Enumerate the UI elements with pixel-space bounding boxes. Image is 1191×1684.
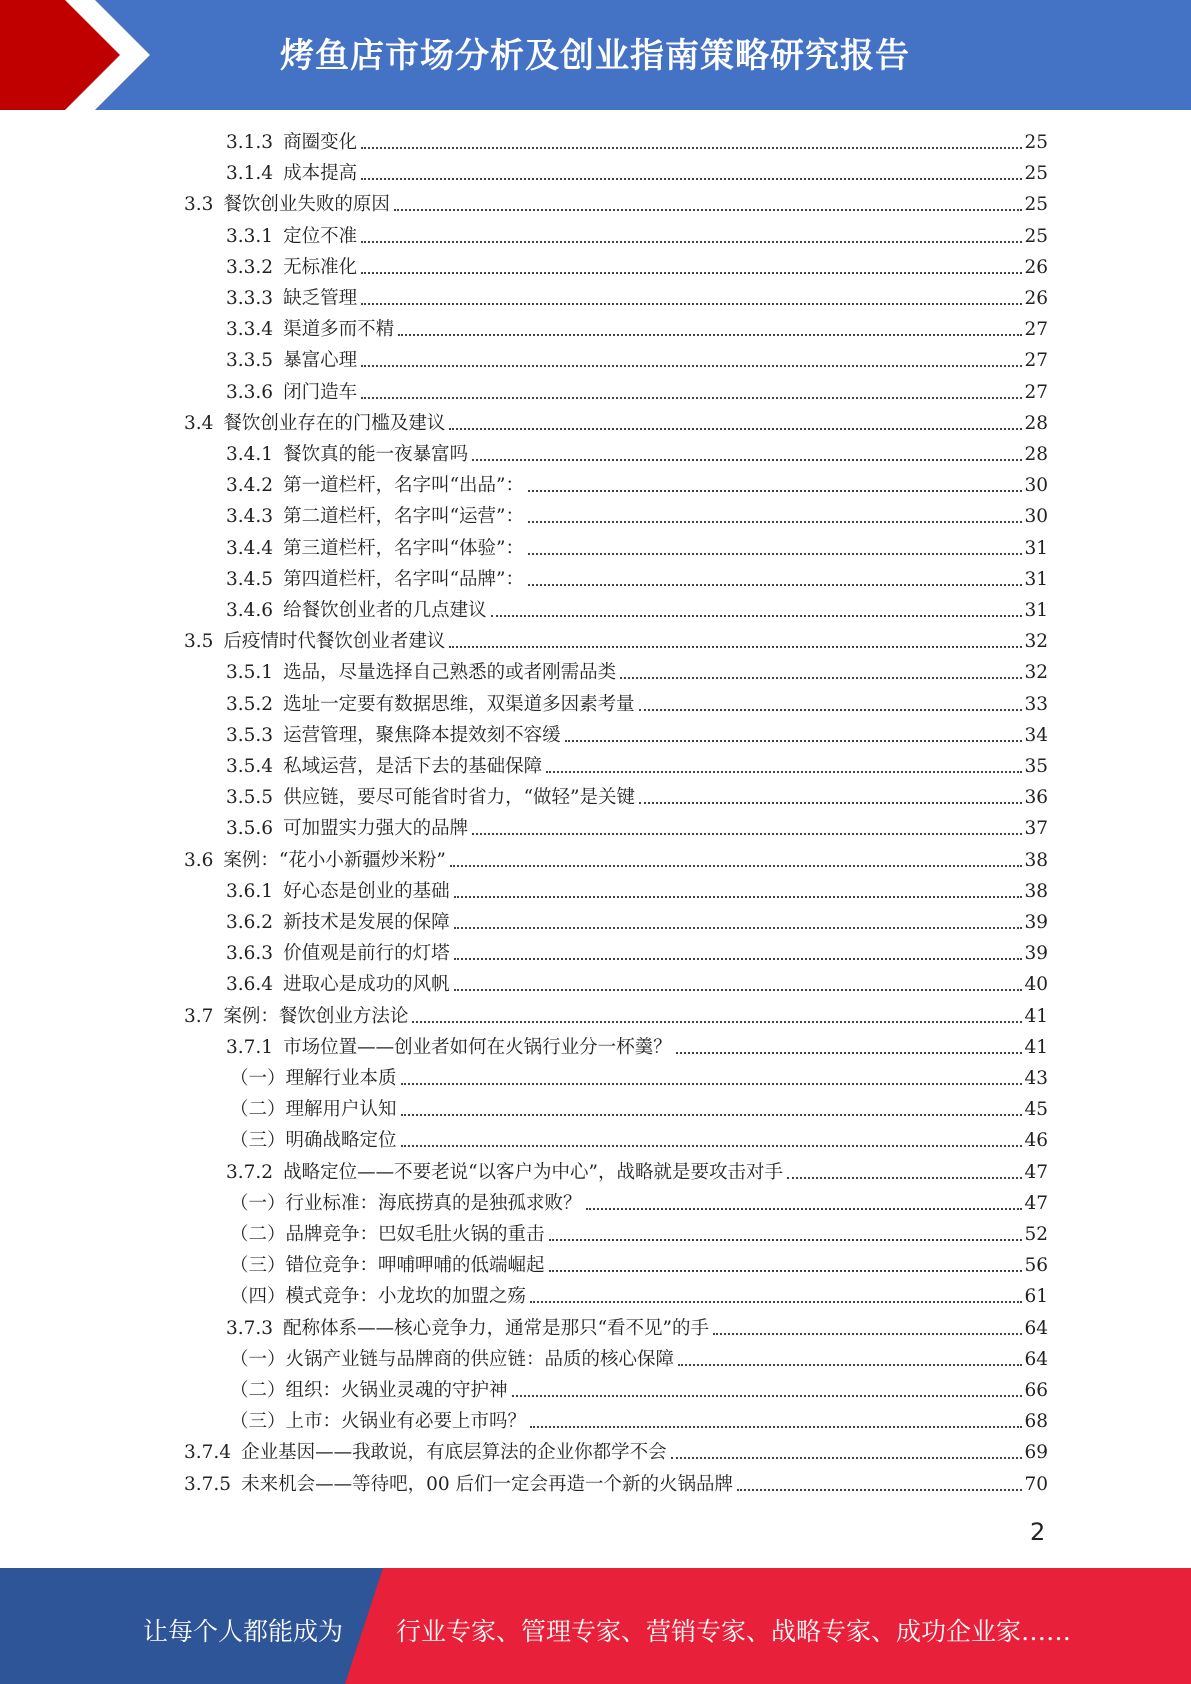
toc-dot-leader: [787, 1177, 1022, 1179]
toc-entry-number: 3.6.3: [226, 943, 274, 965]
toc-dot-leader: [398, 334, 1022, 336]
toc-dot-leader: [472, 833, 1022, 835]
toc-dot-leader: [678, 1364, 1022, 1366]
toc-entry[interactable]: [226, 656, 1048, 684]
toc-entry-number: 3.3.3: [226, 288, 274, 309]
toc-entry-number: 3.3.4: [226, 319, 274, 341]
toc-entry-number: 3.5.3: [226, 724, 274, 746]
toc-entry-title: 价值观是前行的灯塔: [283, 943, 450, 965]
toc-entry[interactable]: [184, 1468, 1048, 1496]
toc-entry[interactable]: [226, 812, 1048, 840]
toc-entry-title: 新技术是发展的保障: [283, 912, 450, 933]
page-number: 2: [1030, 1518, 1046, 1546]
toc-entry-page: 38: [1024, 880, 1048, 902]
toc-dot-leader: [530, 1426, 1022, 1428]
toc-entry[interactable]: [226, 719, 1048, 747]
toc-entry[interactable]: [226, 532, 1048, 560]
toc-dot-leader: [530, 1301, 1022, 1303]
toc-entry-number: 3.7: [184, 1005, 214, 1027]
toc-entry[interactable]: [226, 781, 1048, 809]
toc-entry-title: 餐饮真的能一夜暴富吗: [283, 444, 469, 465]
toc-dot-leader: [546, 771, 1022, 773]
toc-entry-page: 33: [1024, 693, 1048, 715]
toc-entry-page: 34: [1024, 724, 1048, 746]
toc-dot-leader: [639, 802, 1022, 804]
document-title: 烤鱼店市场分析及创业指南策略研究报告: [280, 36, 910, 76]
toc-entry-page: 70: [1024, 1473, 1048, 1495]
toc-entry-title: 无标准化: [283, 256, 358, 278]
toc-entry-number: 3.4.5: [226, 568, 274, 590]
toc-entry[interactable]: [226, 688, 1048, 716]
toc-entry-title: 私域运营，是活下去的基础保障: [283, 756, 543, 777]
toc-dot-leader: [361, 303, 1022, 305]
toc-entry-page: 35: [1024, 756, 1048, 777]
toc-entry-number: 3.4: [184, 412, 214, 434]
toc-dot-leader: [361, 397, 1022, 399]
toc-entry-page: 25: [1024, 132, 1048, 153]
toc-entry-title: 企业基因——我敢说，有底层算法的企业你都学不会: [241, 1442, 667, 1464]
toc-dot-leader: [676, 1052, 1023, 1054]
toc-dot-leader: [454, 958, 1023, 960]
toc-entry[interactable]: [226, 937, 1048, 965]
toc-entry-title: 进取心是成功的风帆: [283, 974, 450, 996]
toc-entry[interactable]: [184, 844, 1048, 872]
toc-entry-title: 商圈变化: [283, 132, 358, 153]
toc-entry-page: 68: [1024, 1411, 1048, 1433]
toc-entry-page: 31: [1024, 600, 1048, 621]
toc-entry[interactable]: [184, 625, 1048, 653]
toc-entry[interactable]: [226, 220, 1048, 248]
toc-entry-number: 3.5.4: [226, 756, 274, 777]
toc-dot-leader: [394, 209, 1023, 211]
toc-entry-title: （四）模式竞争：小龙坎的加盟之殇: [230, 1286, 527, 1308]
toc-entry-title: 渠道多而不精: [283, 319, 395, 341]
toc-entry-number: 3.4.3: [226, 506, 274, 528]
toc-entry-title: 餐饮创业存在的门槛及建议: [223, 412, 446, 434]
toc-entry-page: 41: [1024, 1005, 1048, 1027]
toc-entry-page: 56: [1024, 1255, 1048, 1277]
toc-entry-number: 3.6.4: [226, 974, 274, 996]
toc-entry-page: 41: [1024, 1036, 1048, 1058]
toc-entry-title: （二）品牌竞争：巴奴毛肚火锅的重击: [230, 1224, 545, 1245]
toc-entry-page: 52: [1024, 1224, 1048, 1245]
toc-entry-page: 25: [1024, 225, 1048, 247]
toc-entry-page: 28: [1024, 444, 1048, 465]
toc-entry-page: 69: [1024, 1442, 1048, 1464]
toc-dot-leader: [512, 1395, 1023, 1397]
toc-dot-leader: [361, 178, 1022, 180]
toc-entry-number: 3.5.1: [226, 662, 274, 684]
toc-entry-title: （一）火锅产业链与品牌商的供应链：品质的核心保障: [230, 1348, 675, 1370]
toc-entry-title: 闭门造车: [283, 381, 358, 403]
toc-entry-title: 给餐饮创业者的几点建议: [283, 600, 487, 621]
toc-entry-page: 39: [1024, 912, 1048, 933]
toc-entry[interactable]: [184, 1000, 1048, 1028]
toc-entry-title: 缺乏管理: [283, 288, 358, 309]
toc-entry-page: 47: [1024, 1192, 1048, 1214]
toc-dot-leader: [401, 1083, 1023, 1085]
toc-entry-title: 成本提高: [283, 163, 358, 185]
toc-entry-title: （一）行业标准：海底捞真的是独孤求败？: [230, 1192, 582, 1214]
toc-entry[interactable]: [230, 1280, 1048, 1308]
toc-entry[interactable]: [226, 469, 1048, 497]
toc-dot-leader: [671, 1457, 1023, 1459]
toc-entry-page: 26: [1024, 288, 1048, 309]
toc-dot-leader: [454, 989, 1023, 991]
page-header: [0, 0, 1191, 110]
toc-entry-title: 配称体系——核心竞争力，通常是那只“看不见”的手: [283, 1317, 709, 1339]
toc-entry-page: 26: [1024, 256, 1048, 278]
toc-dot-leader: [454, 927, 1023, 929]
toc-entry[interactable]: [230, 1187, 1048, 1215]
toc-entry-title: （二）理解用户认知: [230, 1099, 397, 1121]
toc-entry-page: 30: [1024, 506, 1048, 528]
toc-dot-leader: [639, 709, 1023, 711]
toc-entry-title: 选址一定要有数据思维，双渠道多因素考量: [283, 693, 635, 715]
toc-entry-title: （二）组织：火锅业灵魂的守护神: [230, 1380, 508, 1401]
toc-entry-number: 3.7.1: [226, 1036, 274, 1058]
toc-dot-leader: [528, 521, 1022, 523]
toc-dot-leader: [361, 272, 1022, 274]
toc-entry[interactable]: [184, 1436, 1048, 1464]
toc-entry-number: 3.7.4: [184, 1442, 232, 1464]
toc-entry-title: 市场位置——创业者如何在火锅行业分一杯羹？: [283, 1036, 672, 1058]
toc-entry[interactable]: [226, 594, 1048, 622]
toc-entry-page: 25: [1024, 194, 1048, 216]
toc-entry[interactable]: [226, 500, 1048, 528]
toc-dot-leader: [401, 1145, 1023, 1147]
toc-entry-title: 第三道栏杆，名字叫“体验”：: [283, 537, 524, 559]
toc-dot-leader: [450, 865, 1023, 867]
toc-entry-page: 32: [1024, 662, 1048, 684]
toc-entry-number: 3.3.2: [226, 256, 274, 278]
toc-dot-leader: [586, 1208, 1023, 1210]
toc-dot-leader: [491, 615, 1023, 617]
toc-entry-number: 3.3.5: [226, 350, 274, 372]
toc-entry-title: 案例：“花小小新疆炒米粉”: [223, 849, 446, 871]
toc-entry-page: 32: [1024, 631, 1048, 653]
toc-dot-leader: [361, 241, 1022, 243]
toc-entry[interactable]: [226, 750, 1048, 778]
toc-entry-title: （三）上市：火锅业有必要上市吗？: [230, 1411, 527, 1433]
toc-entry-page: 38: [1024, 849, 1048, 871]
toc-entry-title: 后疫情时代餐饮创业者建议: [223, 631, 446, 653]
toc-entry-number: 3.5: [184, 631, 214, 653]
toc-entry-title: 可加盟实力强大的品牌: [283, 818, 469, 840]
toc-entry-title: 第四道栏杆，名字叫“品牌”：: [283, 568, 524, 590]
toc-entry-page: 25: [1024, 163, 1048, 185]
toc-entry-number: 3.6.1: [226, 880, 274, 902]
toc-dot-leader: [449, 428, 1022, 430]
toc-dot-leader: [412, 1021, 1022, 1023]
toc-entry-number: 3.5.6: [226, 818, 274, 840]
toc-entry-page: 66: [1024, 1380, 1048, 1401]
toc-entry-number: 3.7.2: [226, 1161, 274, 1183]
toc-entry[interactable]: [230, 1405, 1048, 1433]
toc-entry-number: 3.7.3: [226, 1317, 274, 1339]
toc-entry-number: 3.3: [184, 194, 214, 216]
toc-entry-page: 30: [1024, 475, 1048, 497]
toc-entry[interactable]: [226, 1031, 1048, 1059]
toc-entry-number: 3.1.4: [226, 163, 274, 185]
toc-entry-page: 45: [1024, 1099, 1048, 1121]
toc-entry[interactable]: [226, 438, 1048, 466]
footer-slogan-right: 行业专家、管理专家、营销专家、战略专家、成功企业家……: [396, 1617, 1072, 1646]
toc-entry-title: 选品，尽量选择自己熟悉的或者刚需品类: [283, 662, 617, 684]
toc-entry[interactable]: [226, 563, 1048, 591]
toc-entry-page: 43: [1024, 1068, 1048, 1089]
toc-entry[interactable]: [230, 1062, 1048, 1090]
toc-entry-title: 好心态是创业的基础: [283, 880, 450, 902]
toc-entry-title: 案例：餐饮创业方法论: [223, 1005, 409, 1027]
toc-dot-leader: [737, 1489, 1022, 1491]
toc-dot-leader: [528, 584, 1022, 586]
toc-entry-page: 36: [1024, 787, 1048, 809]
toc-dot-leader: [361, 365, 1022, 367]
toc-entry-page: 27: [1024, 350, 1048, 372]
page-footer: [0, 1568, 1191, 1684]
toc-entry-number: 3.6.2: [226, 912, 274, 933]
toc-dot-leader: [620, 677, 1022, 679]
toc-entry-page: 28: [1024, 412, 1048, 434]
toc-dot-leader: [549, 1270, 1023, 1272]
toc-entry-title: 第二道栏杆，名字叫“运营”：: [283, 506, 524, 528]
toc-entry-title: 第一道栏杆，名字叫“出品”：: [283, 475, 524, 497]
toc-entry[interactable]: [226, 906, 1048, 934]
toc-entry[interactable]: [226, 968, 1048, 996]
toc-entry-page: 37: [1024, 818, 1048, 840]
toc-entry-page: 27: [1024, 381, 1048, 403]
toc-entry[interactable]: [230, 1218, 1048, 1246]
toc-entry-title: 供应链，要尽可能省时省力，“做轻”是关键: [283, 787, 635, 809]
toc-dot-leader: [472, 459, 1022, 461]
footer-slogan-left: 让每个人都能成为: [143, 1617, 344, 1646]
toc-entry-number: 3.4.2: [226, 475, 274, 497]
toc-entry-page: 64: [1024, 1348, 1048, 1370]
toc-entry-title: 战略定位——不要老说“以客户为中心”，战略就是要攻击对手: [283, 1161, 783, 1183]
toc-entry-number: 3.3.6: [226, 381, 274, 403]
toc-entry-title: 未来机会——等待吧，00 后们一定会再造一个新的火锅品牌: [241, 1473, 734, 1495]
toc-entry[interactable]: [226, 282, 1048, 310]
toc-dot-leader: [361, 147, 1022, 149]
toc-entry-title: 定位不准: [283, 225, 358, 247]
toc-dot-leader: [528, 553, 1022, 555]
toc-entry[interactable]: [226, 875, 1048, 903]
toc-entry-page: 40: [1024, 974, 1048, 996]
toc-dot-leader: [449, 646, 1022, 648]
toc-entry-page: 31: [1024, 568, 1048, 590]
toc-entry-title: 暴富心理: [283, 350, 358, 372]
toc-entry-number: 3.4.6: [226, 600, 274, 621]
toc-entry-number: 3.6: [184, 849, 214, 871]
toc-entry[interactable]: [230, 1124, 1048, 1152]
toc-dot-leader: [528, 490, 1022, 492]
toc-entry[interactable]: [226, 1312, 1048, 1340]
toc-entry[interactable]: [230, 1093, 1048, 1121]
toc-entry-number: 3.4.4: [226, 537, 274, 559]
toc-entry-number: 3.7.5: [184, 1473, 232, 1495]
toc-entry[interactable]: [184, 407, 1048, 435]
toc-entry[interactable]: [226, 376, 1048, 404]
toc-entry[interactable]: [230, 1343, 1048, 1371]
toc-entry-title: 餐饮创业失败的原因: [223, 194, 390, 216]
toc-entry-number: 3.3.1: [226, 225, 274, 247]
toc-entry-title: （三）错位竞争：呷哺呷哺的低端崛起: [230, 1255, 545, 1277]
toc-dot-leader: [549, 1239, 1023, 1241]
toc-entry[interactable]: [226, 251, 1048, 279]
toc-entry-number: 3.5.2: [226, 693, 274, 715]
toc-entry-title: （一）理解行业本质: [230, 1068, 397, 1089]
toc-entry-page: 27: [1024, 319, 1048, 341]
toc-entry-page: 64: [1024, 1317, 1048, 1339]
toc-entry-page: 39: [1024, 943, 1048, 965]
toc-dot-leader: [401, 1114, 1023, 1116]
toc-entry-page: 47: [1024, 1161, 1048, 1183]
toc-entry[interactable]: [226, 344, 1048, 372]
toc-entry[interactable]: [230, 1374, 1048, 1402]
toc-entry-page: 61: [1024, 1286, 1048, 1308]
toc-entry-number: 3.1.3: [226, 132, 274, 153]
toc-entry-number: 3.4.1: [226, 444, 274, 465]
toc-dot-leader: [713, 1333, 1022, 1335]
toc-entry-page: 46: [1024, 1130, 1048, 1152]
toc-dot-leader: [454, 896, 1023, 898]
toc-entry[interactable]: [226, 157, 1048, 185]
toc-entry-title: 运营管理，聚焦降本提效刻不容缓: [283, 724, 561, 746]
toc-entry[interactable]: [226, 126, 1048, 154]
toc-entry-number: 3.5.5: [226, 787, 274, 809]
toc-dot-leader: [565, 740, 1023, 742]
toc-entry-page: 31: [1024, 537, 1048, 559]
toc-entry[interactable]: [230, 1249, 1048, 1277]
toc-entry-title: （三）明确战略定位: [230, 1130, 397, 1152]
toc-entry[interactable]: [226, 313, 1048, 341]
toc-entry[interactable]: [226, 1156, 1048, 1184]
toc-entry[interactable]: [184, 188, 1048, 216]
